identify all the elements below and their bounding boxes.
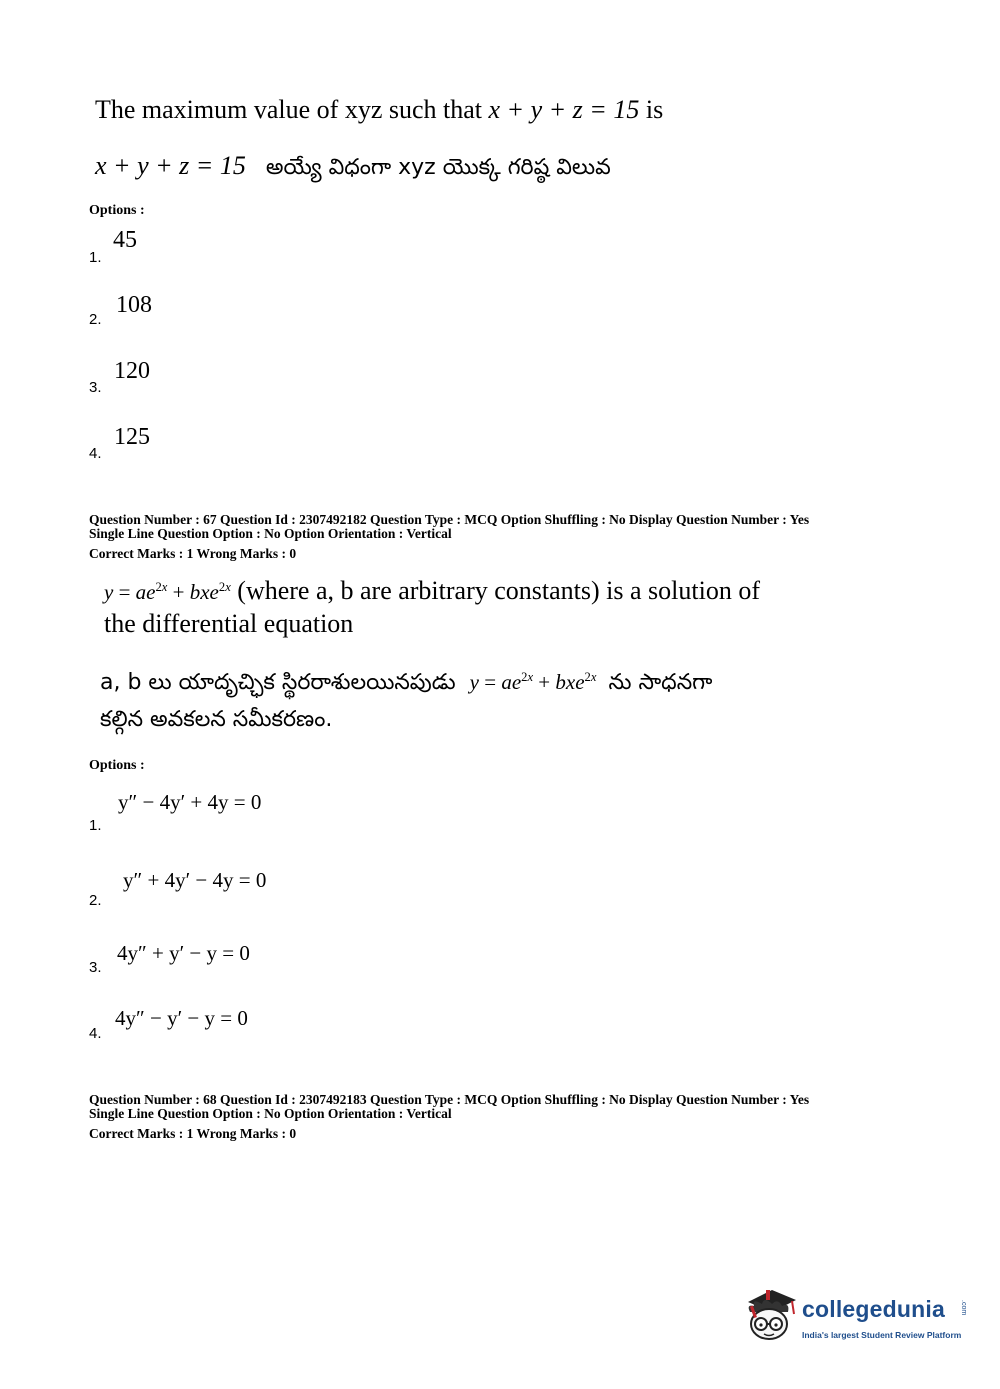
logo-wordmark: collegedunia — [802, 1296, 945, 1322]
q68-meta-line3: Correct Marks : 1 Wrong Marks : 0 — [89, 1126, 297, 1141]
q66-option-1-value[interactable]: 45 — [113, 227, 137, 253]
q66-option-4-number: 4. — [89, 445, 102, 462]
q66-option-4-value[interactable]: 125 — [114, 424, 150, 450]
q66-telugu — [95, 150, 611, 185]
q67-telugu-prefix: a, b లు యాదృచ్ఛిక స్థిరరాశులయినపుడు — [100, 670, 456, 695]
q66-english-math: x + y + z = 15 — [488, 95, 640, 124]
q66-option-3-number: 3. — [89, 379, 102, 396]
q67-telugu-equation: $y = ae^{2x} + bxe^{2x}$ — [469, 670, 597, 694]
q67-telugu-suffix: ను సాధనగా — [608, 670, 713, 695]
q66-english-prefix: The maximum value of xyz such that — [95, 95, 489, 124]
logo-tagline: India's largest Student Review Platform — [802, 1330, 962, 1340]
q66-option-2-number: 2. — [89, 311, 102, 328]
q66-english — [95, 94, 663, 126]
q66-options-label: Options : — [89, 203, 145, 218]
q68-meta-line2: Single Line Question Option : No Option Orientation : Vertical — [89, 1106, 452, 1121]
q67-option-4-value[interactable]: 4y″ − y′ − y = 0 — [115, 1006, 248, 1030]
q66-option-1-number: 1. — [89, 249, 102, 266]
q67-option-3-number: 3. — [89, 959, 102, 976]
q67-option-4-number: 4. — [89, 1025, 102, 1042]
q67-meta-line1: Question Number : 67 Question Id : 2307492182 Question Type : MCQ Option Shuffling : No Display Question Number : Yes — [89, 512, 810, 527]
mascot-icon — [742, 1284, 800, 1350]
q68-meta-line1: Question Number : 68 Question Id : 2307492183 Question Type : MCQ Option Shuffling : No Display Question Number : Yes — [89, 1092, 810, 1107]
q67-options-label: Options : — [89, 758, 145, 773]
q67-option-2-number: 2. — [89, 892, 102, 909]
q66-telugu-text: అయ్యే విధంగా xyz యొక్క గరిష్ఠ విలువ — [265, 155, 611, 180]
q66-option-2-value[interactable]: 108 — [116, 292, 152, 318]
logo-dotcom: .com — [960, 1300, 967, 1316]
q66-english-suffix: is — [639, 95, 664, 124]
q67-option-1-value[interactable]: y″ − 4y′ + 4y = 0 — [118, 790, 262, 814]
q67-option-1-number: 1. — [89, 817, 102, 834]
q66-telugu-math: x + y + z = 15 — [95, 151, 246, 180]
q67-option-3-value[interactable]: 4y″ + y′ − y = 0 — [117, 941, 250, 965]
q67-english-line1-text: (where a, b are arbitrary constants) is a solution of — [230, 576, 760, 605]
collegedunia-logo — [742, 1284, 972, 1354]
q67-english-line1 — [104, 575, 760, 607]
q67-english-equation: $y = ae^{2x} + bxe^{2x}$ — [104, 580, 231, 604]
q67-telugu-line2: కల్గిన అవకలన సమీకరణం. — [100, 707, 333, 732]
q67-option-2-value[interactable]: y″ + 4y′ − 4y = 0 — [123, 868, 267, 892]
q67-english-line2: the differential equation — [104, 609, 354, 638]
q67-telugu-line1 — [100, 670, 712, 700]
q67-meta-line3: Correct Marks : 1 Wrong Marks : 0 — [89, 546, 297, 561]
q67-meta-line2: Single Line Question Option : No Option Orientation : Vertical — [89, 526, 452, 541]
q66-option-3-value[interactable]: 120 — [114, 358, 150, 384]
